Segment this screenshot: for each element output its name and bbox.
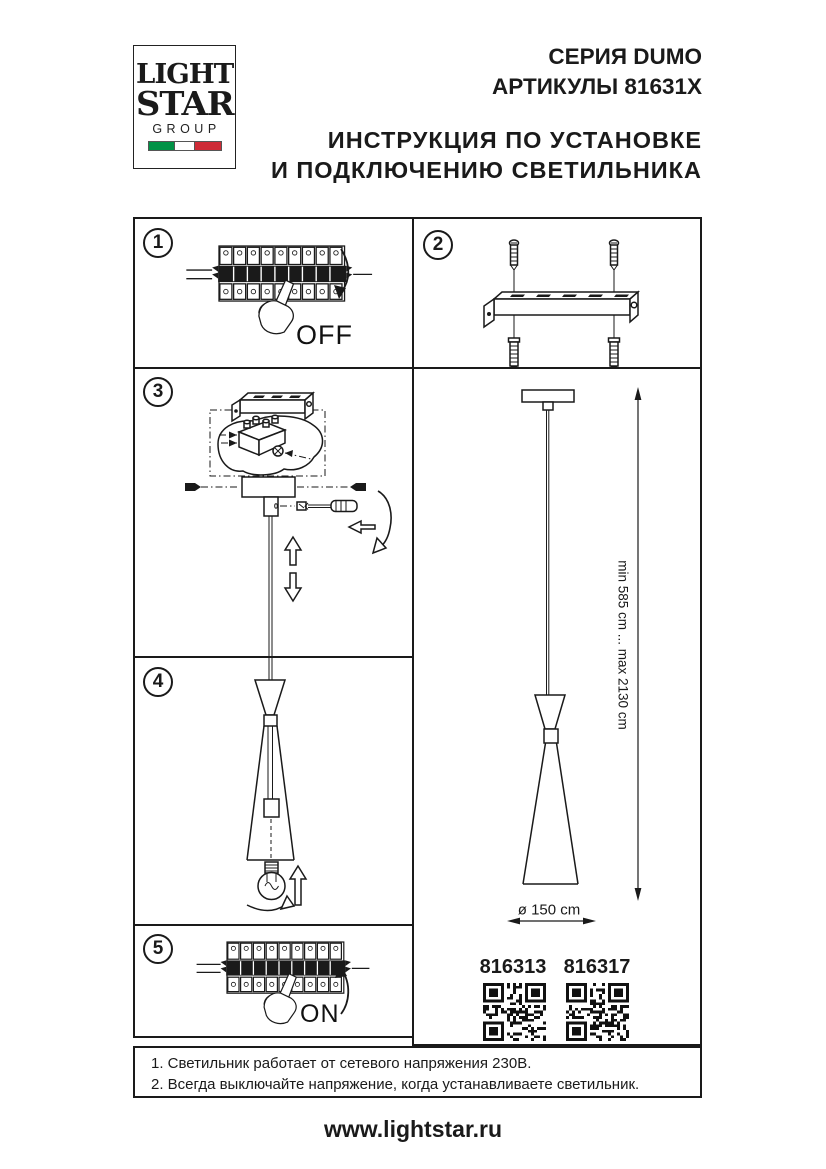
light-bulb-icon — [258, 862, 285, 900]
arrow-down-outline-icon — [285, 573, 301, 601]
off-label: OFF — [296, 320, 353, 350]
article-code-816317: 816317 — [563, 956, 631, 978]
note-line: 1. Светильник работает от сетевого напряжения 230В. — [151, 1055, 532, 1072]
canopy — [242, 477, 295, 497]
wiring-illustration — [135, 369, 412, 656]
ceiling-canopy — [522, 390, 574, 402]
panel-step-3 — [133, 367, 414, 658]
stem — [264, 497, 278, 516]
rotate-arrow-icon — [247, 905, 285, 911]
logo-word-group: GROUP — [152, 122, 221, 136]
panel-step-4 — [133, 656, 414, 926]
panel-step-1 — [133, 217, 414, 369]
bracket-illustration — [414, 219, 700, 367]
logo-word-star: STAR — [135, 84, 234, 123]
on-label: ON — [300, 1000, 340, 1028]
upper-cone — [535, 695, 565, 729]
anchor-right — [609, 338, 620, 367]
instruction-title-line2: И ПОДКЛЮЧЕНИЮ СВЕТИЛЬНИКА — [270, 157, 702, 183]
height-range-label: min 585 cm ... max 2130 cm — [615, 560, 631, 730]
screw-right — [610, 240, 619, 293]
shade-bulb-illustration — [135, 658, 412, 924]
arrow-left-outline-icon — [349, 521, 375, 533]
diameter-label: ø 150 cm — [517, 901, 581, 919]
diameter-dimension-arrow — [507, 918, 596, 925]
panel-pendant — [412, 367, 702, 1046]
step-2-badge: 2 — [423, 230, 453, 260]
instruction-title — [271, 125, 702, 185]
article-code-816313: 816313 — [479, 956, 547, 978]
step-5-badge: 5 — [143, 934, 173, 964]
pendant-lamp-illustration — [414, 369, 700, 1044]
anchor-left — [509, 338, 520, 367]
website-url: www.lightstar.ru — [323, 1116, 503, 1142]
breaker-on-illustration — [135, 926, 412, 1036]
qr-code — [566, 983, 629, 1041]
panel-step-2 — [412, 217, 702, 369]
instruction-title-line1: ИНСТРУКЦИЯ ПО УСТАНОВКЕ — [327, 127, 702, 153]
height-dimension-arrow — [635, 387, 642, 901]
panel-step-5 — [133, 924, 414, 1038]
series-title: СЕРИЯ DUMO — [548, 44, 702, 69]
lightstar-logo — [133, 45, 236, 169]
logo-word-light: LIGHT — [135, 59, 234, 90]
screw-left — [510, 240, 519, 293]
italian-flag-icon — [148, 141, 222, 151]
step-1-badge: 1 — [143, 228, 173, 258]
safety-notes — [133, 1046, 702, 1098]
arrow-up-outline-icon — [290, 866, 306, 905]
header-series-block — [492, 42, 702, 102]
step-3-badge: 3 — [143, 377, 173, 407]
upper-cone — [255, 680, 285, 715]
arrow-up-outline-icon — [285, 537, 301, 565]
note-line: 2. Всегда выключайте напряжение, когда устанавливаете светильник. — [151, 1076, 640, 1093]
socket — [264, 799, 279, 817]
screwdriver-icon — [305, 501, 357, 512]
breaker-off-illustration — [135, 219, 412, 367]
qr-code — [483, 983, 546, 1041]
step-4-badge: 4 — [143, 667, 173, 697]
articles-title: АРТИКУЛЫ 81631X — [492, 74, 702, 99]
